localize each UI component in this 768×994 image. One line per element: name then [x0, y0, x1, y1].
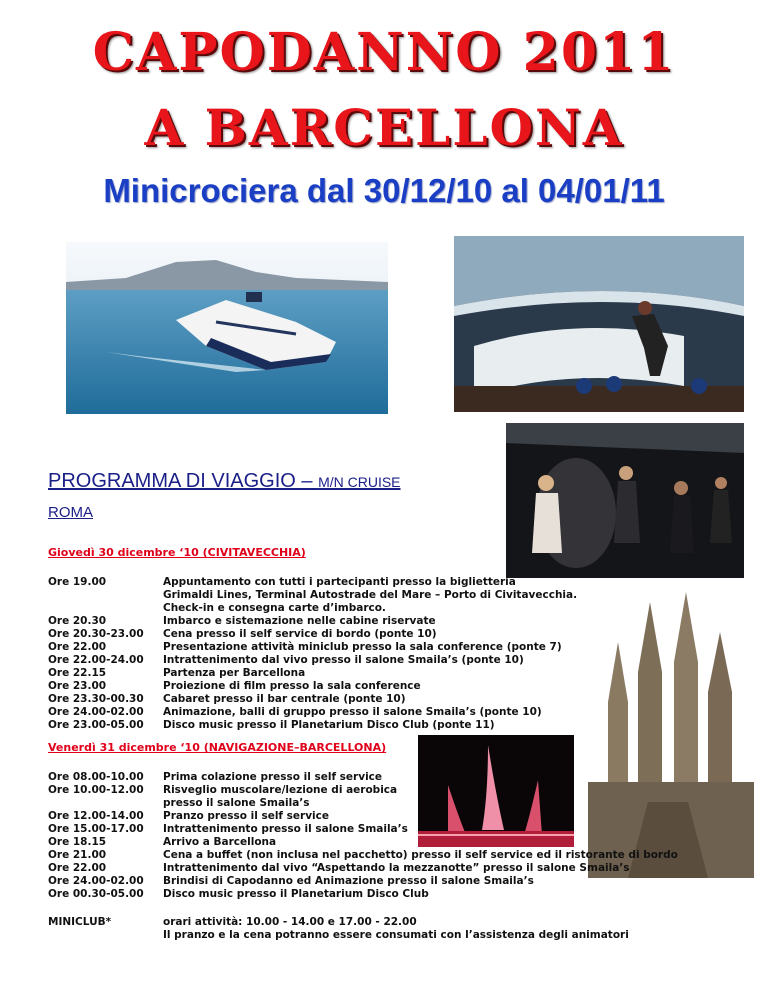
- ship-photo: [66, 242, 388, 414]
- day2-title: Venerdì 31 dicembre ‘10 (NAVIGAZIONE–BARCELLONA): [48, 741, 387, 754]
- programma-ship: M/N CRUISE: [318, 474, 401, 490]
- row-time: Ore 22.00: [48, 862, 107, 874]
- row-desc: Disco music presso il Planetarium Disco Club: [163, 888, 429, 900]
- row-desc: Imbarco e sistemazione nelle cabine riservate: [163, 615, 436, 627]
- row-desc: Pranzo presso il self service: [163, 810, 329, 822]
- row-time: Ore 10.00-12.00: [48, 784, 144, 796]
- row-desc: Cabaret presso il bar centrale (ponte 10): [163, 693, 406, 705]
- row-desc: Proiezione di film presso la sala conference: [163, 680, 421, 692]
- schedule-row: [48, 628, 437, 641]
- miniclub-label: MINICLUB*: [48, 916, 112, 928]
- schedule-row: [48, 719, 495, 732]
- row-desc: Partenza per Barcellona: [163, 667, 306, 679]
- row-time: Ore 00.30-05.00: [48, 888, 144, 900]
- title-line1: CAPODANNO 2011: [92, 22, 676, 83]
- row-time: Ore 23.30-00.30: [48, 693, 144, 705]
- subtitle: Minicrociera dal 30/12/10 al 04/01/11: [103, 172, 665, 209]
- schedule-row: [48, 862, 630, 875]
- schedule-row: [48, 810, 329, 823]
- row-time: Ore 08.00-10.00: [48, 771, 144, 783]
- row-time: Ore 12.00-14.00: [48, 810, 144, 822]
- schedule-row: [48, 849, 678, 862]
- schedule-row: [48, 771, 382, 784]
- miniclub-note: Il pranzo e la cena potranno essere consumati con l’assistenza degli animatori: [163, 929, 629, 941]
- row-time: Ore 23.00: [48, 680, 107, 692]
- schedule-row: [48, 589, 577, 602]
- row-time: Ore 22.15: [48, 667, 107, 679]
- day1-title: Giovedì 30 dicembre ‘10 (CIVITAVECCHIA): [48, 546, 306, 559]
- schedule-row: [48, 784, 397, 797]
- programma-title: [48, 470, 401, 493]
- row-time: Ore 20.30: [48, 615, 107, 627]
- row-time: Ore 22.00-24.00: [48, 654, 144, 666]
- miniclub-hours: orari attività: 10.00 - 14.00 e 17.00 - 22.00: [163, 916, 417, 928]
- fountain-photo: [418, 735, 574, 847]
- row-time: Ore 24.00-02.00: [48, 875, 144, 887]
- schedule-row: [48, 615, 436, 628]
- row-desc: Appuntamento con tutti i partecipanti presso la biglietteria: [163, 576, 516, 588]
- row-desc: Presentazione attività miniclub presso la sala conference (ponte 7): [163, 641, 562, 653]
- bar-photo: [454, 236, 744, 412]
- row-desc: Intrattenimento dal vivo presso il salone Smaila’s (ponte 10): [163, 654, 524, 666]
- row-time: Ore 19.00: [48, 576, 107, 588]
- row-time: Ore 22.00: [48, 641, 107, 653]
- row-time: Ore 18.15: [48, 836, 107, 848]
- row-desc: Intrattenimento presso il salone Smaila’s: [163, 823, 408, 835]
- schedule-row: [48, 602, 386, 615]
- schedule-row: [48, 823, 408, 836]
- schedule-row: [48, 875, 534, 888]
- schedule-row: [48, 888, 429, 901]
- title-line2: A BARCELLONA: [144, 98, 624, 157]
- schedule-row: [48, 654, 524, 667]
- row-desc: Brindisi di Capodanno ed Animazione presso il salone Smaila’s: [163, 875, 534, 887]
- programma-title-text: PROGRAMMA DI VIAGGIO –: [48, 470, 319, 492]
- schedule-row: [48, 836, 276, 849]
- schedule-row: [48, 797, 310, 810]
- schedule-row: [48, 693, 406, 706]
- row-desc: Intrattenimento dal vivo “Aspettando la mezzanotte” presso il salone Smaila’s: [163, 862, 630, 874]
- row-desc: Animazione, balli di gruppo presso il salone Smaila’s (ponte 10): [163, 706, 542, 718]
- sagrada-familia-photo: [588, 582, 754, 878]
- row-desc: Cena presso il self service di bordo (ponte 10): [163, 628, 437, 640]
- row-desc: Prima colazione presso il self service: [163, 771, 383, 783]
- row-time: Ore 23.00-05.00: [48, 719, 144, 731]
- row-time: Ore 21.00: [48, 849, 107, 861]
- row-desc: Check-in e consegna carte d’imbarco.: [163, 602, 386, 614]
- schedule-row: [48, 680, 421, 693]
- schedule-row: [48, 706, 542, 719]
- miniclub-row: [48, 916, 417, 929]
- disco-photo: [506, 423, 744, 578]
- row-desc: Cena a buffet (non inclusa nel pacchetto) presso il self service ed il ristorante di bordo: [163, 849, 678, 861]
- row-time: Ore 15.00-17.00: [48, 823, 144, 835]
- row-desc: Risveglio muscolare/lezione di aerobica: [163, 784, 398, 796]
- row-time: Ore 20.30-23.00: [48, 628, 144, 640]
- row-desc: Disco music presso il Planetarium Disco Club (ponte 11): [163, 719, 495, 731]
- row-desc: presso il salone Smaila’s: [163, 797, 310, 809]
- row-desc: Arrivo a Barcellona: [163, 836, 277, 848]
- schedule-row: [48, 667, 305, 680]
- schedule-row: [48, 641, 562, 654]
- row-time: Ore 24.00-02.00: [48, 706, 144, 718]
- city-label: ROMA: [48, 504, 93, 521]
- schedule-row: [48, 576, 516, 589]
- row-desc: Grimaldi Lines, Terminal Autostrade del Mare – Porto di Civitavecchia.: [163, 589, 578, 601]
